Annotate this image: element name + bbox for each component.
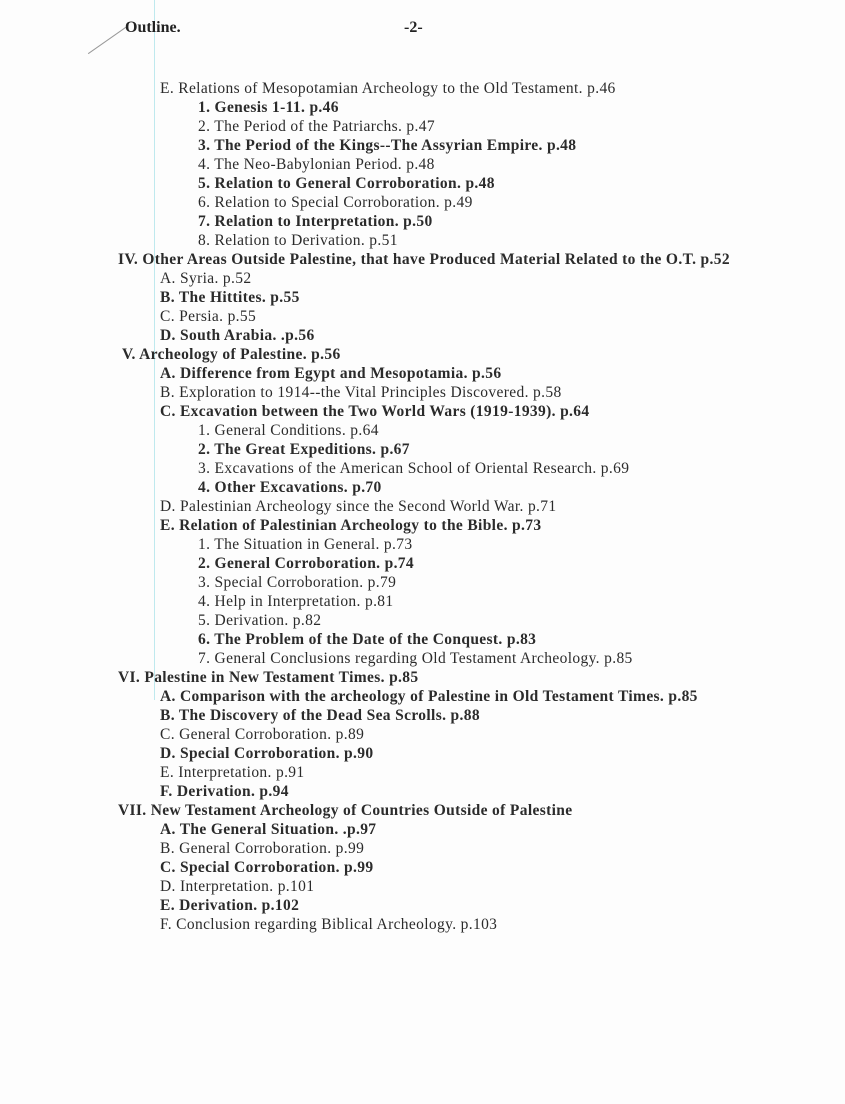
- outline-subsection: D. Palestinian Archeology since the Second World War. p.71: [160, 498, 557, 515]
- outline-item: 4. Other Excavations. p.70: [198, 479, 382, 496]
- outline-subsection: E. Interpretation. p.91: [160, 764, 305, 781]
- outline-item: 1. General Conditions. p.64: [198, 422, 379, 439]
- outline-subsection: A. The General Situation. .p.97: [160, 821, 377, 838]
- outline-subsection: F. Derivation. p.94: [160, 783, 289, 800]
- outline-item: 5. Derivation. p.82: [198, 612, 322, 629]
- outline-item: 2. General Corroboration. p.74: [198, 555, 415, 572]
- outline-subsection: A. Comparison with the archeology of Palestine in Old Testament Times. p.85: [160, 688, 698, 705]
- outline-item: 7. Relation to Interpretation. p.50: [198, 213, 433, 230]
- outline-subsection: B. General Corroboration. p.99: [160, 840, 365, 857]
- outline-item: 2. The Great Expeditions. p.67: [198, 441, 410, 458]
- outline-subsection: A. Syria. p.52: [160, 270, 252, 287]
- outline-subsection: B. The Discovery of the Dead Sea Scrolls. p.88: [160, 707, 480, 724]
- outline-subsection: C. General Corroboration. p.89: [160, 726, 365, 743]
- outline-item: 4. Help in Interpretation. p.81: [198, 593, 394, 610]
- outline-subsection: D. South Arabia. .p.56: [160, 327, 315, 344]
- outline-subsection: E. Derivation. p.102: [160, 897, 300, 914]
- outline-subsection: C. Persia. p.55: [160, 308, 257, 325]
- outline-section: VII. New Testament Archeology of Countries Outside of Palestine: [118, 802, 573, 819]
- page-number: -2-: [404, 19, 423, 36]
- outline-subsection: C. Excavation between the Two World Wars (1919-1939). p.64: [160, 403, 590, 420]
- outline-subsection: E. Relations of Mesopotamian Archeology to the Old Testament. p.46: [160, 80, 616, 97]
- outline-subsection: E. Relation of Palestinian Archeology to the Bible. p.73: [160, 517, 542, 534]
- outline-item: 3. Special Corroboration. p.79: [198, 574, 397, 591]
- outline-item: 2. The Period of the Patriarchs. p.47: [198, 118, 435, 135]
- outline-item: 4. The Neo-Babylonian Period. p.48: [198, 156, 435, 173]
- outline-item: 1. Genesis 1-11. p.46: [198, 99, 339, 116]
- outline-section: VI. Palestine in New Testament Times. p.85: [118, 669, 419, 686]
- outline-subsection: B. The Hittites. p.55: [160, 289, 300, 306]
- outline-subsection: F. Conclusion regarding Biblical Archeology. p.103: [160, 916, 498, 933]
- outline-subsection: B. Exploration to 1914--the Vital Principles Discovered. p.58: [160, 384, 562, 401]
- outline-subsection: C. Special Corroboration. p.99: [160, 859, 374, 876]
- outline-subsection: D. Special Corroboration. p.90: [160, 745, 374, 762]
- outline-item: 5. Relation to General Corroboration. p.48: [198, 175, 495, 192]
- outline-item: 3. The Period of the Kings--The Assyrian Empire. p.48: [198, 137, 577, 154]
- pencil-mark: [88, 27, 126, 54]
- outline-subsection: A. Difference from Egypt and Mesopotamia. p.56: [160, 365, 502, 382]
- outline-item: 3. Excavations of the American School of Oriental Research. p.69: [198, 460, 630, 477]
- outline-item: 6. Relation to Special Corroboration. p.49: [198, 194, 473, 211]
- outline-subsection: D. Interpretation. p.101: [160, 878, 315, 895]
- outline-item: 6. The Problem of the Date of the Conquest. p.83: [198, 631, 537, 648]
- outline-item: 1. The Situation in General. p.73: [198, 536, 413, 553]
- document-title: Outline.: [125, 19, 181, 36]
- outline-section: IV. Other Areas Outside Palestine, that have Produced Material Related to the O.T. p.52: [118, 251, 730, 268]
- outline-item: 8. Relation to Derivation. p.51: [198, 232, 398, 249]
- outline-section: V. Archeology of Palestine. p.56: [122, 346, 341, 363]
- outline-item: 7. General Conclusions regarding Old Testament Archeology. p.85: [198, 650, 633, 667]
